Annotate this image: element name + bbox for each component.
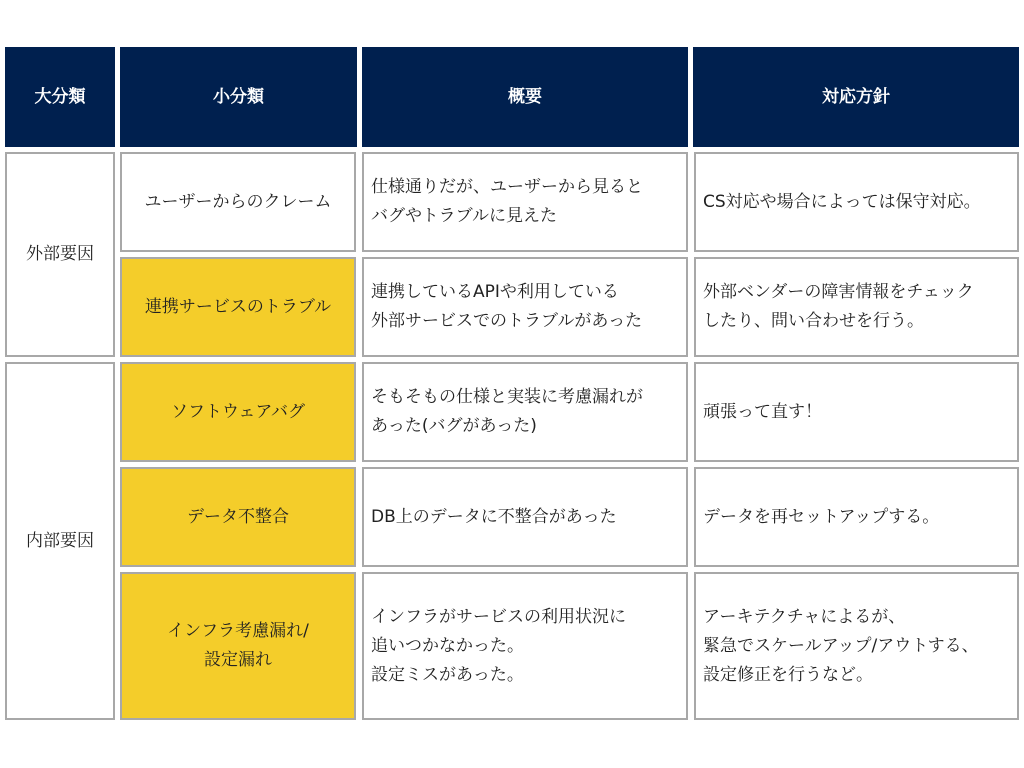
table-row-policy: データを再セットアップする。 <box>694 467 1019 567</box>
table-row-summary: そもそもの仕様と実装に考慮漏れが あった(バグがあった) <box>362 362 688 462</box>
table-row-summary: DB上のデータに不整合があった <box>362 467 688 567</box>
table-row-summary: インフラがサービスの利用状況に 追いつかなかった。 設定ミスがあった。 <box>362 572 688 720</box>
table-row-subcategory: ソフトウェアバグ <box>120 362 356 462</box>
table-row-policy: アーキテクチャによるが、 緊急でスケールアップ/アウトする、 設定修正を行うなど。 <box>694 572 1019 720</box>
category-external: 外部要因 <box>5 152 115 357</box>
header-category: 大分類 <box>5 47 115 147</box>
table-row-subcategory: 連携サービスのトラブル <box>120 257 356 357</box>
header-subcategory: 小分類 <box>120 47 357 147</box>
category-internal: 内部要因 <box>5 362 115 720</box>
table-row-policy: 外部ベンダーの障害情報をチェック したり、問い合わせを行う。 <box>694 257 1019 357</box>
table-row-summary: 仕様通りだが、ユーザーから見ると バグやトラブルに見えた <box>362 152 688 252</box>
table-row-policy: CS対応や場合によっては保守対応。 <box>694 152 1019 252</box>
table-row-summary: 連携しているAPIや利用している 外部サービスでのトラブルがあった <box>362 257 688 357</box>
table-row-policy: 頑張って直す！ <box>694 362 1019 462</box>
header-policy: 対応方針 <box>693 47 1019 147</box>
table-row-subcategory: ユーザーからのクレーム <box>120 152 356 252</box>
header-summary: 概要 <box>362 47 688 147</box>
table-row-subcategory: インフラ考慮漏れ/ 設定漏れ <box>120 572 356 720</box>
table-row-subcategory: データ不整合 <box>120 467 356 567</box>
